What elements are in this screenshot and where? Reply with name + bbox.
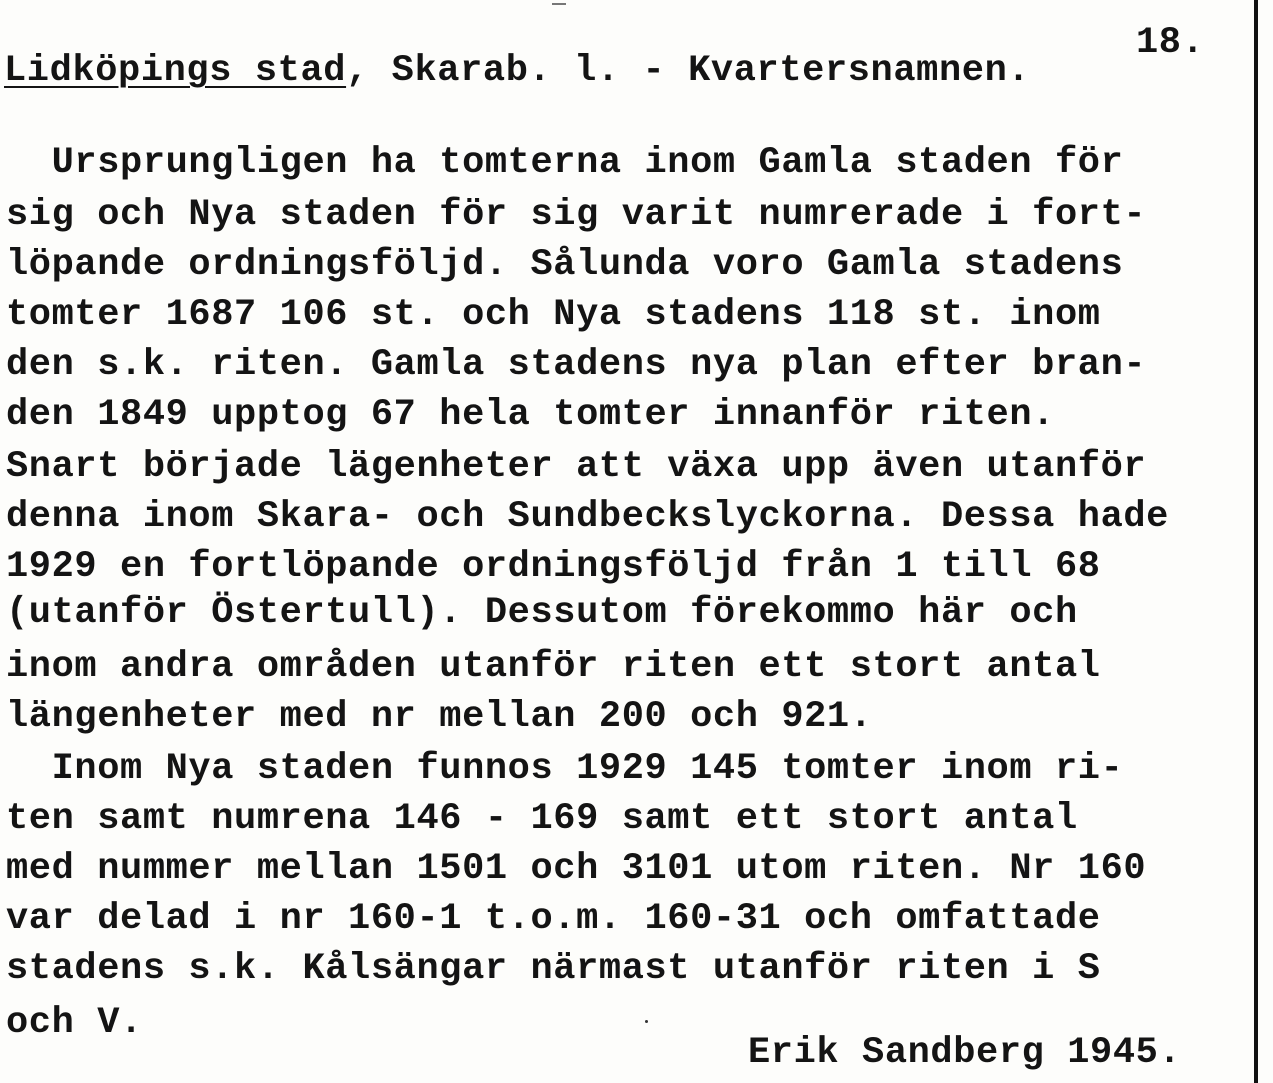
header-place: Lidköpings stad [4,50,347,92]
body-line: och V. [6,1002,143,1044]
signature: Erik Sandberg 1945. [748,1032,1182,1074]
body-line: Snart började lägenheter att växa upp även utanför [6,446,1147,488]
body-line: Ursprungligen ha tomterna inom Gamla staden för [6,142,1124,184]
body-line: inom andra områden utanför riten ett stort antal [6,646,1101,688]
body-line: sig och Nya staden för sig varit numrerade i fort- [6,194,1147,236]
scan-mark [552,3,566,5]
body-line: längenheter med nr mellan 200 och 921. [6,696,873,738]
body-line: Inom Nya staden funnos 1929 145 tomter inom ri- [6,748,1124,790]
body-line: tomter 1687 106 st. och Nya stadens 118 st. inom [6,294,1101,336]
body-line: den 1849 upptog 67 hela tomter innanför riten. [6,394,1055,436]
body-line: löpande ordningsföljd. Sålunda voro Gamla stadens [6,244,1124,286]
body-line: ten samt numrena 146 - 169 samt ett stort antal [6,798,1078,840]
body-line: med nummer mellan 1501 och 3101 utom riten. Nr 160 [6,848,1147,890]
body-line: den s.k. riten. Gamla stadens nya plan efter bran- [6,344,1147,386]
body-line: denna inom Skara- och Sundbeckslyckorna. Dessa hade [6,496,1169,538]
page-number: 18. [1136,22,1205,64]
body-line: stadens s.k. Kålsängar närmast utanför riten i S [6,948,1101,990]
body-line: 1929 en fortlöpande ordningsföljd från 1 till 68 [6,546,1101,588]
header-rest: , Skarab. l. - Kvartersnamnen. [346,50,1031,92]
card-right-edge [1254,0,1258,1083]
document-header [4,50,1030,92]
body-line: (utanför Östertull). Dessutom förekommo här och [6,592,1078,634]
scan-speck [645,1020,648,1023]
body-line: var delad i nr 160-1 t.o.m. 160-31 och omfattade [6,898,1101,940]
